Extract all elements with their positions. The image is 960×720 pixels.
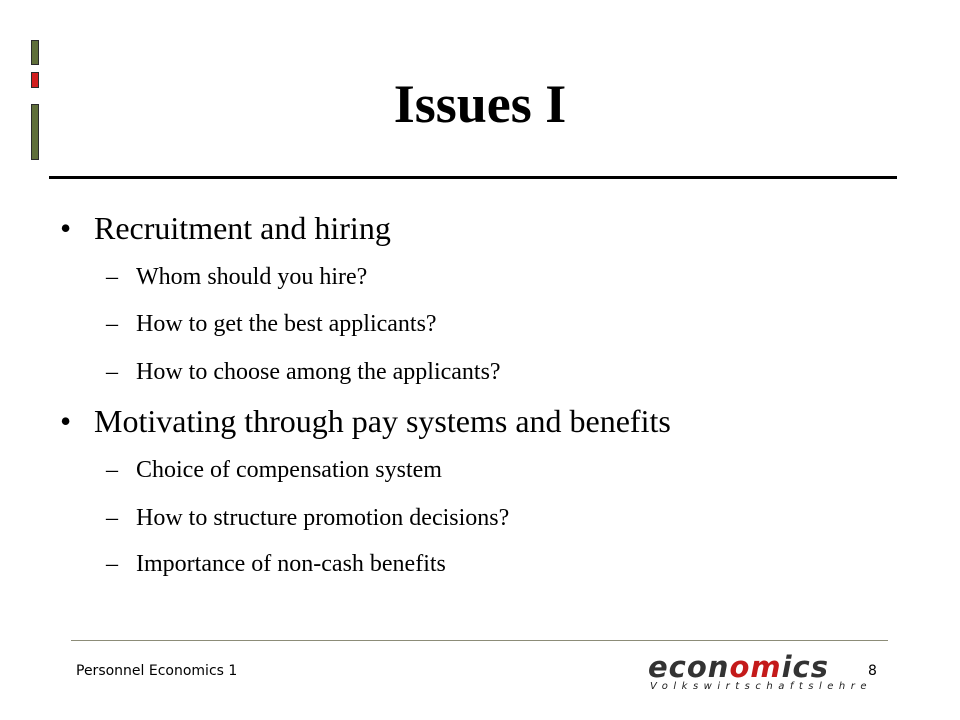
bullet-recruitment [60, 208, 391, 248]
subitem-text: Choice of compensation system [136, 457, 442, 483]
sub-marker: – [106, 359, 118, 385]
sub-marker: – [106, 457, 118, 483]
subitem-text: Importance of non-cash benefits [136, 551, 446, 577]
title-divider [49, 176, 897, 179]
bullet-motivating [60, 401, 671, 441]
bullet-text: Motivating through pay systems and benefits [94, 403, 671, 439]
subitem-best-applicants [106, 308, 437, 340]
subitem-text: How to get the best applicants? [136, 311, 437, 337]
subitem-compensation [106, 454, 442, 486]
slide-title: Issues I [393, 74, 567, 134]
sub-marker: – [106, 264, 118, 290]
sub-marker: – [106, 505, 118, 531]
economics-logo [648, 650, 872, 696]
subitem-promotion [106, 502, 510, 534]
bullet-marker: • [60, 210, 72, 246]
footer-course-name: Personnel Economics 1 [76, 663, 238, 679]
subitem-choose-applicants [106, 356, 501, 388]
logo-wordmark: economics [648, 650, 829, 684]
bullet-text: Recruitment and hiring [94, 210, 391, 246]
page-number: 8 [868, 663, 877, 679]
sub-marker: – [106, 551, 118, 577]
subitem-non-cash [106, 548, 446, 580]
bullet-marker: • [60, 403, 72, 439]
footer-divider [71, 640, 888, 641]
subitem-whom-to-hire [106, 261, 368, 293]
subitem-text: Whom should you hire? [136, 264, 368, 290]
sub-marker: – [106, 311, 118, 337]
decor-bar-green-top [31, 40, 39, 65]
subitem-text: How to structure promotion decisions? [136, 505, 510, 531]
logo-subtitle: Volkswirtschaftslehre [650, 681, 872, 692]
subitem-text: How to choose among the applicants? [136, 359, 501, 385]
